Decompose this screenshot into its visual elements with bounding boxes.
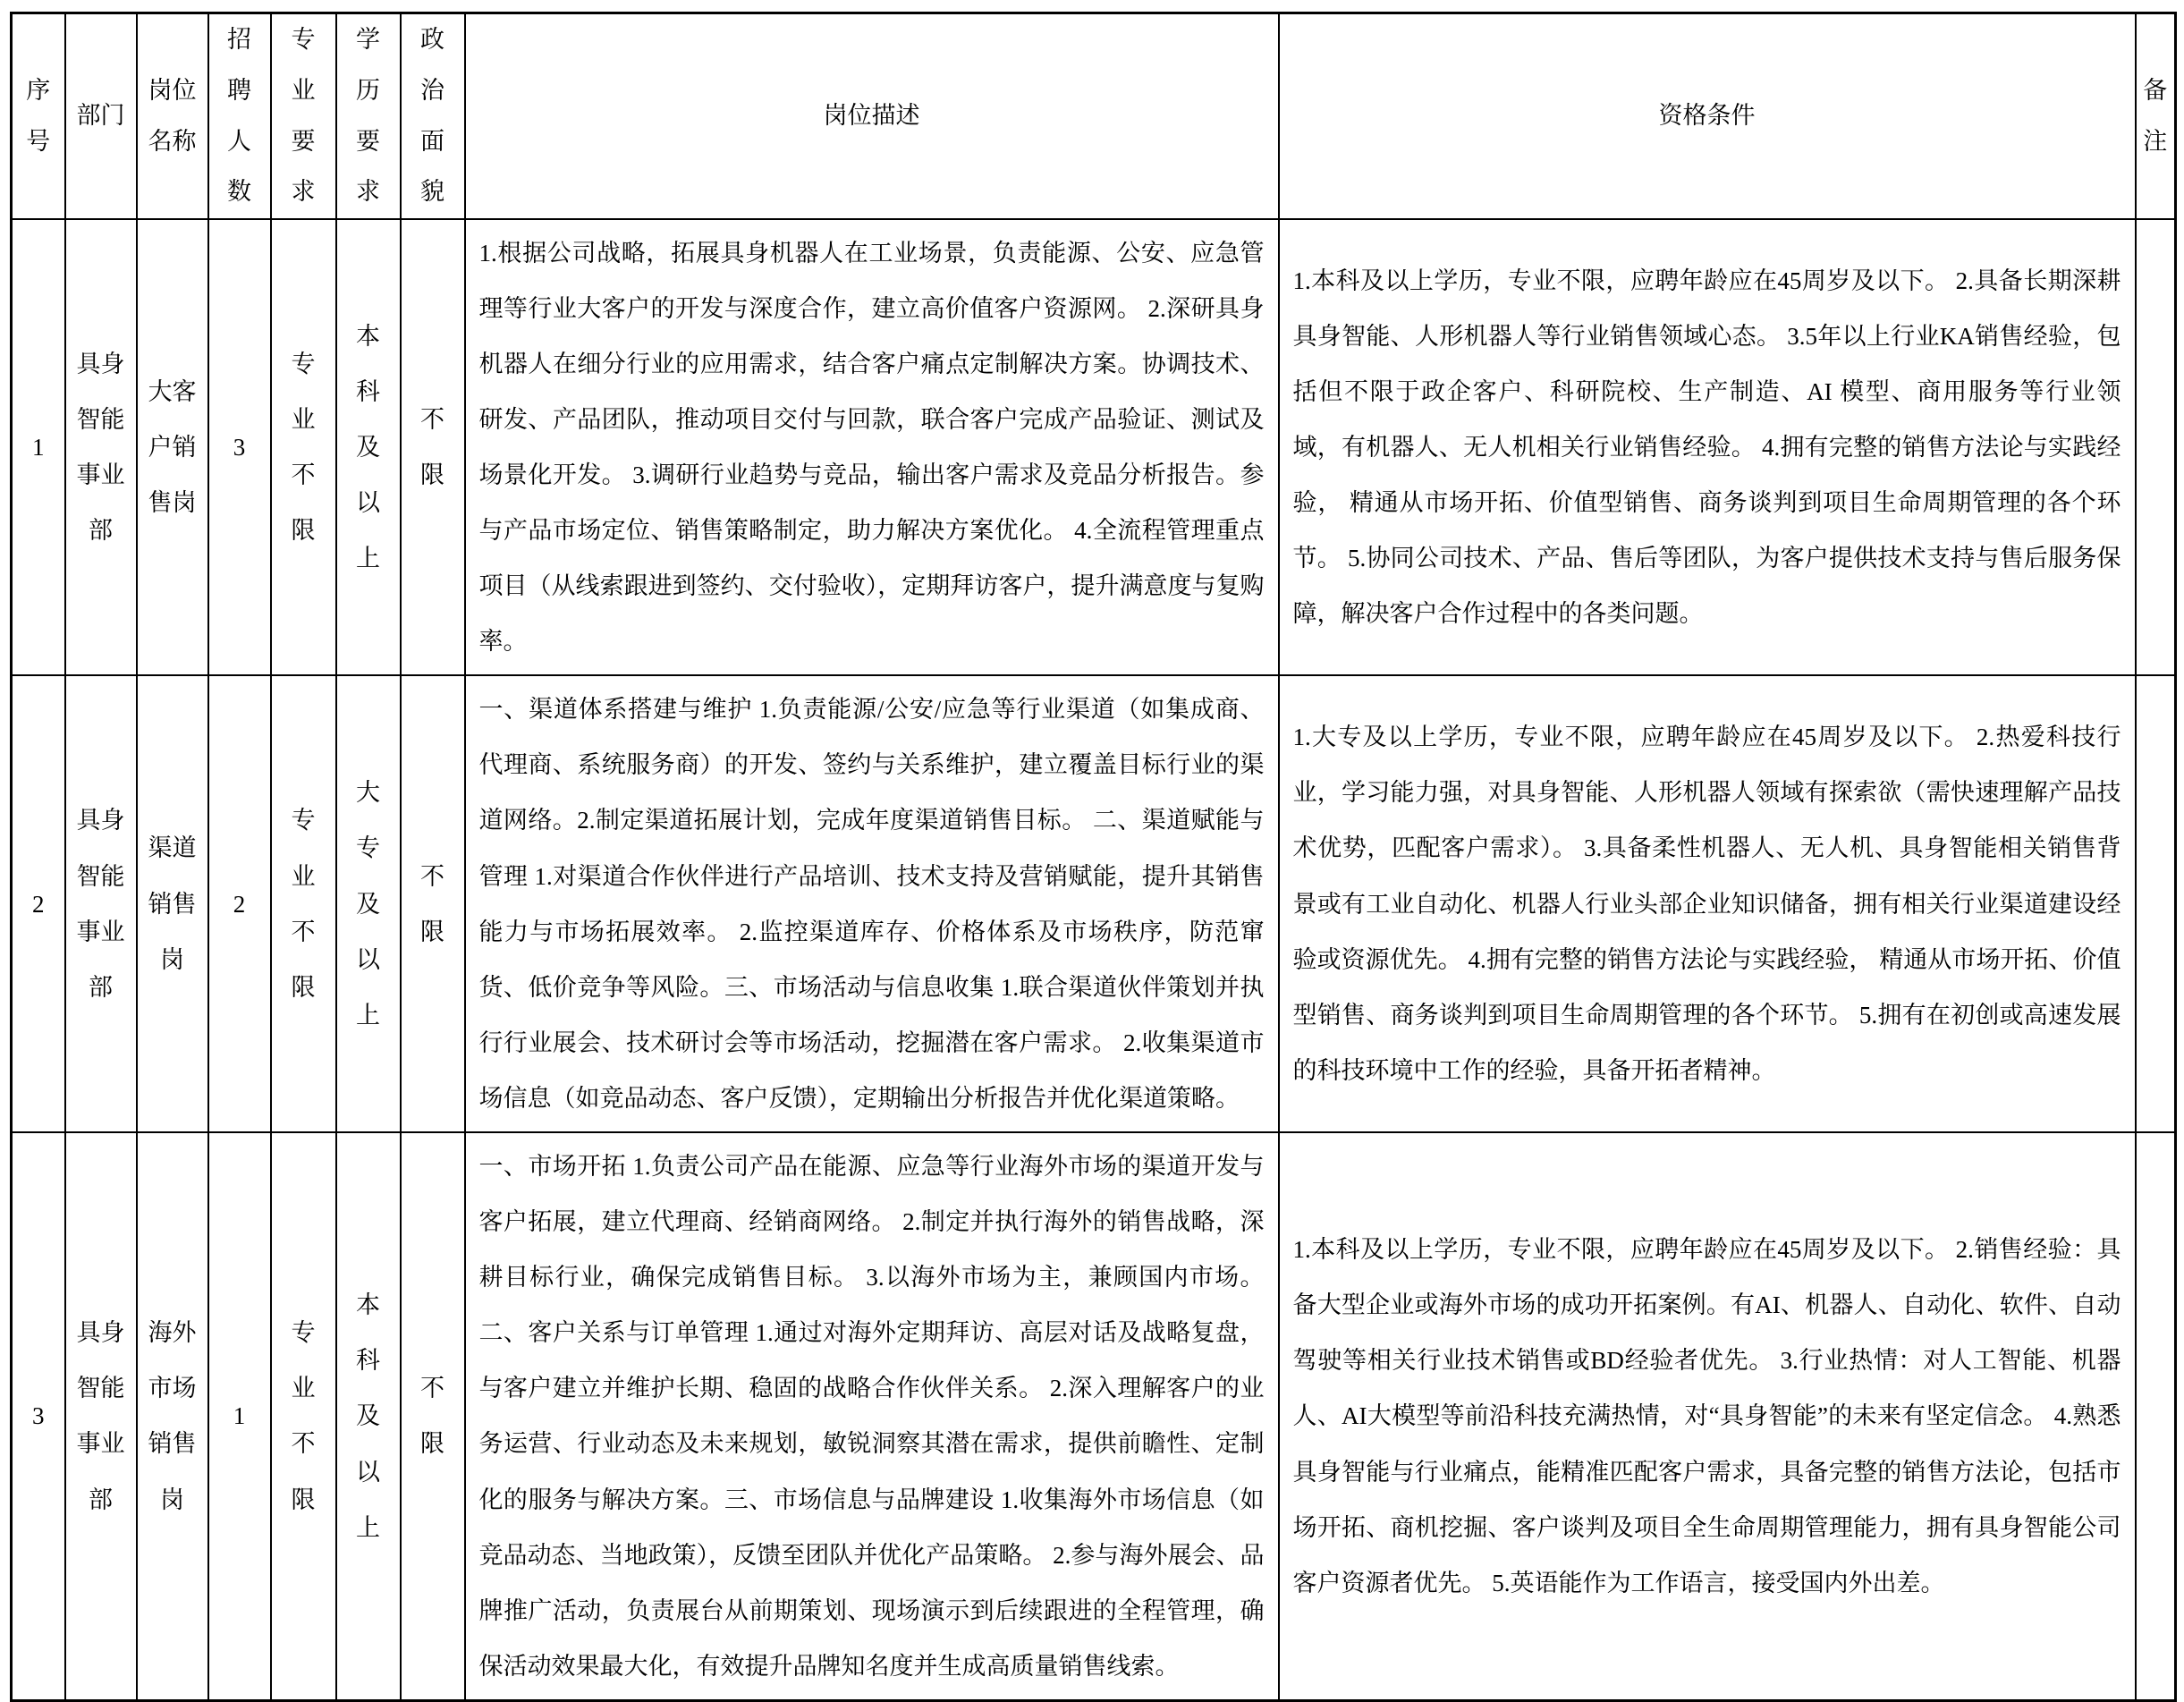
- header-education-text: 学历要求: [356, 26, 380, 206]
- header-political-status: [401, 13, 465, 219]
- cell-education: [336, 675, 401, 1132]
- cell-job-description: 一、市场开拓 1.负责公司产品在能源、应急等行业海外市场的渠道开发与客户拓展，建立代理商、经销商网络。 2.制定并执行海外的销售战略，深耕目标行业，确保完成销售目标。 3.以海外市场为主，兼顾国内市场。 二、客户关系与订单管理 1.通过对海外定期拜访、高层对话及战略复盘，与客户建立并维护长期、稳固的战略合作伙伴关系。 2.深入理解客户的业务运营、行业动态及未来规划，敏锐洞察其潜在需求，提供前瞻性、定制化的服务与解决方案。三、市场信息与品牌建设 1.收集海外市场信息（如竞品动态、当地政策），反馈至团队并优化产品策略。 2.参与海外展会、品牌推广活动，负责展台从前期策划、现场演示到后续跟进的全程管理，确保活动效果最大化，有效提升品牌知名度并生成高质量销售线索。: [465, 1132, 1279, 1700]
- table-row: [12, 675, 2176, 1132]
- cell-remarks: [2136, 675, 2176, 1132]
- recruitment-table: [10, 12, 2177, 1702]
- cell-political-status-text: 不限: [420, 405, 444, 488]
- cell-political-status-text: 不限: [420, 1375, 444, 1458]
- cell-major-text: 专业不限: [291, 350, 316, 544]
- cell-no: 2: [12, 675, 65, 1132]
- cell-major-text: 专业不限: [291, 807, 316, 1001]
- cell-political-status: [401, 219, 465, 676]
- cell-major: [271, 675, 336, 1132]
- cell-position: [137, 219, 208, 676]
- cell-department: [65, 219, 137, 676]
- header-remarks-text: 备注: [2143, 77, 2168, 155]
- cell-remarks: [2136, 1132, 2176, 1700]
- header-no-text: 序号: [26, 77, 51, 155]
- header-position-text: 岗位名称: [148, 77, 197, 155]
- header-headcount: [208, 13, 271, 219]
- header-remarks: [2136, 13, 2176, 219]
- cell-headcount: 3: [208, 219, 271, 676]
- cell-education-text: 本科及以上: [356, 1291, 380, 1541]
- cell-political-status-text: 不限: [420, 862, 444, 945]
- cell-education-text: 大专及以上: [356, 779, 380, 1029]
- cell-department: [65, 675, 137, 1132]
- cell-job-description: 一、渠道体系搭建与维护 1.负责能源/公安/应急等行业渠道（如集成商、代理商、系统服务商）的开发、签约与关系维护，建立覆盖目标行业的渠道网络。2.制定渠道拓展计划，完成年度渠道销售目标。 二、渠道赋能与管理 1.对渠道合作伙伴进行产品培训、技术支持及营销赋能，提升其销售能力与市场拓展效率。 2.监控渠道库存、价格体系及市场秩序，防范窜货、低价竞争等风险。三、市场活动与信息收集 1.联合渠道伙伴策划并执行行业展会、技术研讨会等市场活动，挖掘潜在客户需求。 2.收集渠道市场信息（如竞品动态、客户反馈），定期输出分析报告并优化渠道策略。: [465, 675, 1279, 1132]
- table-row: [12, 219, 2176, 676]
- header-headcount-text: 招聘人数: [227, 26, 251, 206]
- header-education: [336, 13, 401, 219]
- header-row: [12, 13, 2176, 219]
- header-position: [137, 13, 208, 219]
- cell-position: [137, 675, 208, 1132]
- header-no: [12, 13, 65, 219]
- cell-education-text: 本科及以上: [356, 322, 380, 572]
- cell-major: [271, 219, 336, 676]
- header-department: [65, 13, 137, 219]
- cell-major: [271, 1132, 336, 1700]
- cell-headcount: 1: [208, 1132, 271, 1700]
- table-row: [12, 1132, 2176, 1700]
- cell-department-text: 具身智能事业部: [76, 807, 125, 1001]
- cell-education: [336, 1132, 401, 1700]
- cell-department-text: 具身智能事业部: [76, 350, 125, 544]
- cell-remarks: [2136, 219, 2176, 676]
- header-major-text: 专业要求: [291, 26, 316, 206]
- header-department-text: 部门: [76, 102, 125, 130]
- cell-no: 3: [12, 1132, 65, 1700]
- cell-political-status: [401, 1132, 465, 1700]
- header-major: [271, 13, 336, 219]
- cell-headcount: 2: [208, 675, 271, 1132]
- cell-education: [336, 219, 401, 676]
- header-political-status-text: 政治面貌: [420, 26, 444, 206]
- cell-department-text: 具身智能事业部: [76, 1319, 125, 1513]
- cell-job-description: 1.根据公司战略，拓展具身机器人在工业场景，负责能源、公安、应急管理等行业大客户的开发与深度合作，建立高价值客户资源网。 2.深研具身机器人在细分行业的应用需求，结合客户痛点定制解决方案。协调技术、研发、产品团队，推动项目交付与回款，联合客户完成产品验证、测试及场景化开发。 3.调研行业趋势与竞品，输出客户需求及竞品分析报告。参与产品市场定位、销售策略制定，助力解决方案优化。 4.全流程管理重点项目（从线索跟进到签约、交付验收），定期拜访客户，提升满意度与复购率。: [465, 219, 1279, 676]
- cell-department: [65, 1132, 137, 1700]
- cell-qualifications: 1.本科及以上学历，专业不限，应聘年龄应在45周岁及以下。 2.销售经验：具备大型企业或海外市场的成功开拓案例。有AI、机器人、自动化、软件、自动驾驶等相关行业技术销售或BD经验者优先。 3.行业热情：对人工智能、机器人、AI大模型等前沿科技充满热情，对“具身智能”的未来有坚定信念。 4.熟悉具身智能与行业痛点，能精准匹配客户需求，具备完整的销售方法论，包括市场开拓、商机挖掘、客户谈判及项目全生命周期管理能力，拥有具身智能公司客户资源者优先。 5.英语能作为工作语言，接受国内外出差。: [1279, 1132, 2136, 1700]
- header-job-description: 岗位描述: [465, 13, 1279, 219]
- cell-position: [137, 1132, 208, 1700]
- cell-position-text: 大客户销售岗: [148, 377, 197, 516]
- header-qualifications: 资格条件: [1279, 13, 2136, 219]
- cell-no: 1: [12, 219, 65, 676]
- cell-major-text: 专业不限: [291, 1319, 316, 1513]
- cell-position-text: 渠道销售岗: [148, 834, 197, 973]
- cell-qualifications: 1.本科及以上学历，专业不限，应聘年龄应在45周岁及以下。 2.具备长期深耕具身智能、人形机器人等行业销售领域心态。 3.5年以上行业KA销售经验，包括但不限于政企客户、科研院校、生产制造、AI 模型、商用服务等行业领域，有机器人、无人机相关行业销售经验。 4.拥有完整的销售方法论与实践经验， 精通从市场开拓、价值型销售、商务谈判到项目生命周期管理的各个环节。 5.协同公司技术、产品、售后等团队，为客户提供技术支持与售后服务保障，解决客户合作过程中的各类问题。: [1279, 219, 2136, 676]
- cell-position-text: 海外市场销售岗: [148, 1319, 197, 1513]
- cell-qualifications: 1.大专及以上学历，专业不限，应聘年龄应在45周岁及以下。 2.热爱科技行业，学习能力强，对具身智能、人形机器人领域有探索欲（需快速理解产品技术优势，匹配客户需求）。 3.具备柔性机器人、无人机、具身智能相关销售背景或有工业自动化、机器人行业头部企业知识储备，拥有相关行业渠道建设经验或资源优先。 4.拥有完整的销售方法论与实践经验， 精通从市场开拓、价值型销售、商务谈判到项目生命周期管理的各个环节。 5.拥有在初创或高速发展的科技环境中工作的经验，具备开拓者精神。: [1279, 675, 2136, 1132]
- cell-political-status: [401, 675, 465, 1132]
